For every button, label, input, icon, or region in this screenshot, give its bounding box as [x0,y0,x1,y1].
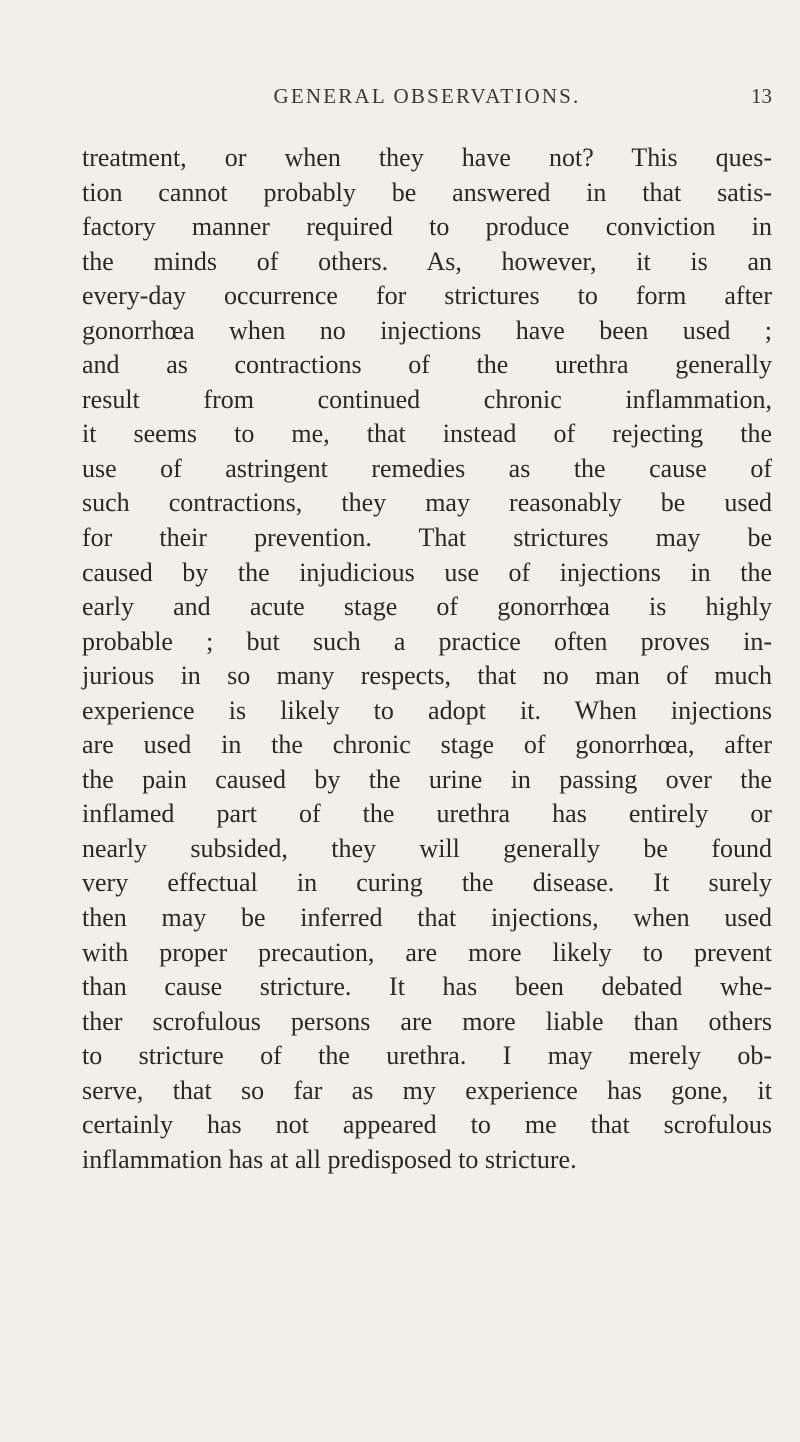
text-line: then may be inferred that injections, when used [82,903,772,933]
text-line: inflammation has at all predisposed to stricture. [82,1144,577,1174]
text-line: serve, that so far as my experience has gone, it [82,1075,772,1105]
text-line: such contractions, they may reasonably be used [82,488,772,518]
text-line: gonorrhœa when no injections have been used ; [82,315,772,345]
text-line: experience is likely to adopt it. When injections [82,695,772,725]
text-line: every-day occurrence for strictures to form after [82,281,772,311]
text-line: nearly subsided, they will generally be found [82,833,772,863]
text-line: factory manner required to produce conviction in [82,212,772,242]
body-text [82,141,772,1177]
text-line: certainly has not appeared to me that scrofulous [82,1110,772,1140]
text-line: probable ; but such a practice often proves in- [82,626,772,656]
text-line: use of astringent remedies as the cause of [82,453,772,483]
page-number: 13 [751,84,772,108]
text-line: jurious in so many respects, that no man of much [82,661,772,691]
running-title: GENERAL OBSERVATIONS. [273,84,581,108]
text-line: very effectual in curing the disease. It surely [82,868,772,898]
text-line: early and acute stage of gonorrhœa is highly [82,592,772,622]
text-line: ther scrofulous persons are more liable than others [82,1006,772,1036]
text-line: the minds of others. As, however, it is an [82,246,772,276]
text-line: are used in the chronic stage of gonorrhœa, after [82,730,772,760]
text-line: with proper precaution, are more likely to prevent [82,937,772,967]
text-line: inflamed part of the urethra has entirely or [82,799,772,829]
text-line: than cause stricture. It has been debated whe- [82,972,772,1002]
running-head [82,84,772,124]
text-line: to stricture of the urethra. I may merely ob- [82,1041,772,1071]
text-line: result from continued chronic inflammation, [82,384,772,414]
text-line: and as contractions of the urethra generally [82,350,772,380]
text-line: caused by the injudicious use of injections in the [82,557,772,587]
text-line: tion cannot probably be answered in that satis- [82,177,772,207]
text-line: the pain caused by the urine in passing over the [82,764,772,794]
text-line: treatment, or when they have not? This ques- [82,143,772,172]
text-line: for their prevention. That strictures may be [82,523,772,553]
text-line: it seems to me, that instead of rejecting the [82,419,772,449]
